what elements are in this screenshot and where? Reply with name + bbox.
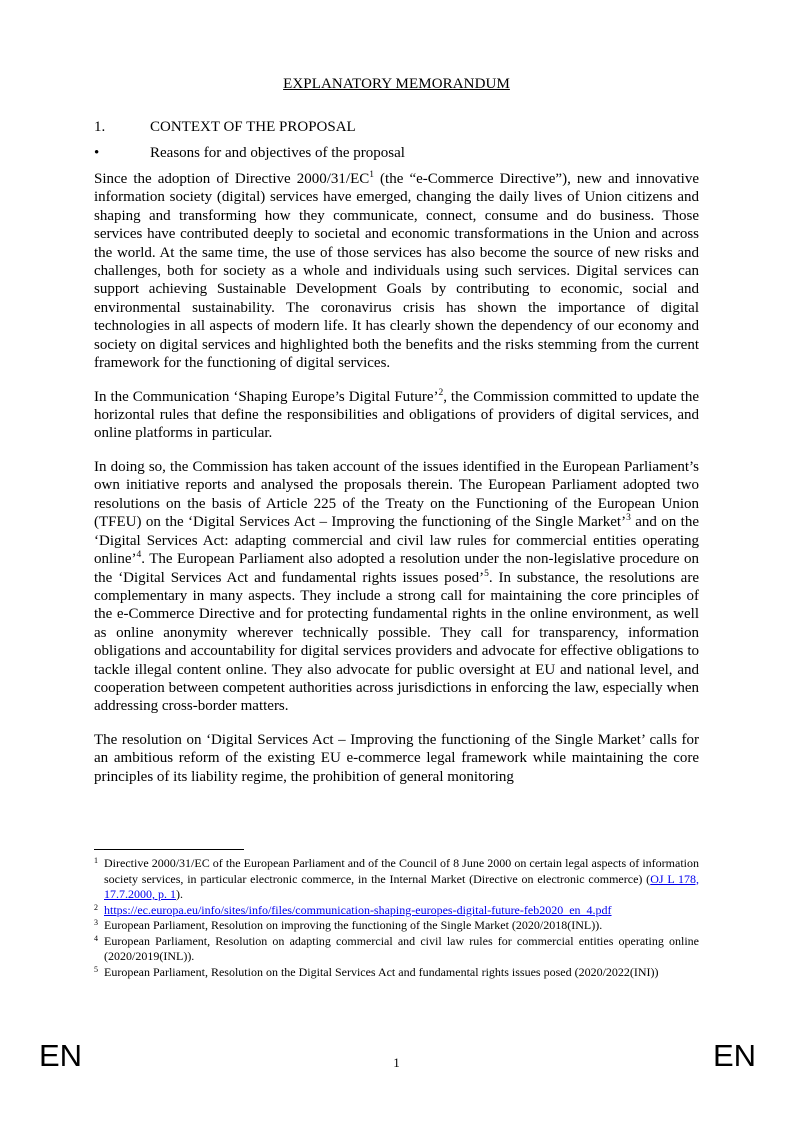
footnote-number: 3 bbox=[94, 918, 98, 927]
footnote-5: 5 European Parliament, Resolution on the Digital Services Act and fundamental rights issues posed (2020/2022(INI)) bbox=[94, 965, 699, 981]
footnote-ref-3[interactable]: 3 bbox=[626, 513, 631, 524]
paragraph-4: The resolution on ‘Digital Services Act – Improving the functioning of the Single Market’ calls for an ambitious reform of the existing EU e-commerce legal framework while maintaining the core principles of its liability regime, the prohibition of general monitoring bbox=[94, 731, 699, 785]
footnote-ref-4[interactable]: 4 bbox=[136, 550, 142, 561]
footnote-number: 4 bbox=[94, 933, 98, 943]
footnote-ref-1[interactable]: 1 bbox=[369, 170, 374, 180]
footnote-number: 2 bbox=[94, 902, 98, 912]
section-title: CONTEXT OF THE PROPOSAL bbox=[150, 119, 356, 135]
footnote-ref-5[interactable]: 5 bbox=[484, 568, 489, 579]
bullet-icon: • bbox=[94, 145, 100, 161]
subsection-heading bbox=[94, 145, 405, 162]
footnote-4: 4 European Parliament, Resolution on adapting commercial and civil law rules for commercial entities operating online (2020/2019(INL)). bbox=[94, 934, 699, 965]
footnote-1-link[interactable]: OJ L 178, 17.7.2000, p. 1 bbox=[104, 871, 699, 901]
paragraph-1: Since the adoption of Directive $2000/31/EC^1$ (the “e-Commerce Directive”), new and innovative information society (digital) services have emerged, changing the daily lives of Union citizens and shaping and transforming how they communicate, connect, consume and do business. Those services have contributed deeply to societal and economic transformations in the Union and across the world. At the same time, the use of those services has also become the source of new risks and challenges, both for society as a whole and individuals using such services. Digital services can support achieving Sustainable Development Goals by contributing to economic, social and environmental sustainability. The coronavirus crisis has shown the importance of digital technologies in all aspects of modern life. It has clearly shown the dependency of our economy and society on digital services and highlighted both the benefits and the risks stemming from the current framework for the functioning of digital services. bbox=[94, 170, 699, 372]
language-code-left: EN bbox=[39, 1038, 83, 1073]
footnote-number: 5 bbox=[94, 964, 98, 974]
footnote-3: 3 European Parliament, Resolution on improving the functioning of the Single Market (2020/2018(INL)). bbox=[94, 918, 699, 934]
page-title: EXPLANATORY MEMORANDUM bbox=[283, 76, 510, 92]
footnote-number: 1 bbox=[94, 856, 98, 865]
footnote-2 bbox=[94, 903, 699, 919]
footnotes bbox=[94, 856, 699, 980]
section-heading bbox=[94, 119, 356, 136]
footnote-2-link[interactable]: https://ec.europa.eu/info/sites/info/files/communication-shaping-europes-digital-future-feb2020_en_4.pdf bbox=[104, 902, 612, 917]
section-number: 1. bbox=[94, 119, 106, 135]
footnote-ref-2[interactable]: 2 bbox=[438, 387, 444, 398]
paragraph-3: In doing so, the Commission has taken account of the issues identified in the European Parliament’s own initiative reports and analysed the proposals therein. The European Parliament adopted two resolutions on the basis of Article 225 of the Treaty on the Functioning of the European Union (TFEU) on the ‘Digital Services Act – Improving the functioning of the Single Market’$^3$ and on the ‘Digital Services Act: adapting commercial and civil law rules for commercial entities operating online’$^4$. The European Parliament also adopted a resolution under the non-legislative procedure on the ‘Digital Services Act and fundamental rights issues posed’$^5$. In substance, the resolutions are complementary in many aspects. They include a strong call for maintaining the core principles of the e-Commerce Directive and for protecting fundamental rights in the online environment, as well as online anonymity wherever technically possible. They call for transparency, information obligations and accountability for digital services providers and advocate for effective obligations to tackle illegal content online. They also advocate for public oversight at EU and national level, and cooperation between competent authorities across jurisdictions in enforcing the law, especially when addressing cross-border matters. bbox=[94, 459, 700, 715]
page-number: 1 bbox=[393, 1055, 400, 1070]
footnote-separator bbox=[94, 849, 244, 850]
subsection-title: Reasons for and objectives of the proposal bbox=[150, 145, 405, 161]
paragraph-2: In the Communication ‘Shaping Europe’s Digital Future’$^2$, the Commission committed to update the horizontal rules that define the responsibilities and obligations of providers of digital services, and online platforms in particular. bbox=[94, 387, 699, 442]
footnote-1: 1 Directive 2000/31/EC of the European Parliament and of the Council of 8 June 2000 on certain legal aspects of information society services, in particular electronic commerce, in the Internal Market (Directive on electronic commerce) (OJ L 178, 17.7.2000, p. 1). bbox=[94, 856, 699, 903]
body-text bbox=[94, 170, 699, 801]
language-code-right: EN bbox=[713, 1038, 757, 1073]
